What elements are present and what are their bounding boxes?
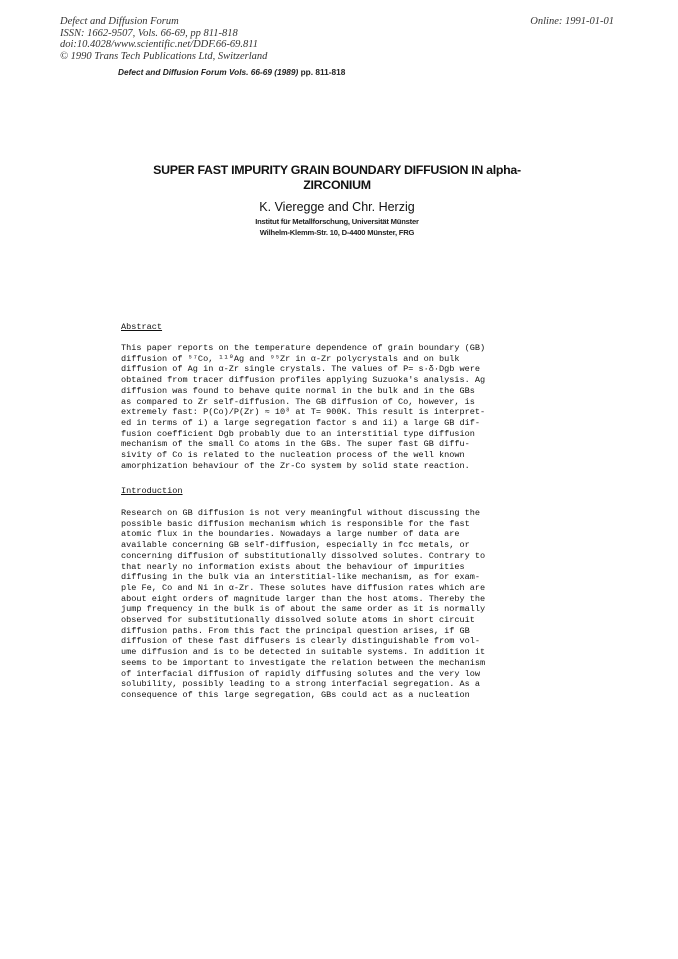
text-line: possible basic diffusion mechanism which is responsible for the fast	[121, 518, 470, 529]
text-line: ume diffusion and is to be detected in suitable systems. In addition it	[121, 647, 486, 658]
text-line: atomic flux in the boundaries. Nowadays a large number of data are	[121, 529, 460, 540]
text-line: diffusion of Ag in α-Zr single crystals. The values of P= s·δ·Dgb were	[121, 364, 481, 375]
text-line: fusion coefficient Dgb probably due to an interstitial type diffusion	[121, 428, 475, 439]
paper-title: SUPER FAST IMPURITY GRAIN BOUNDARY DIFFUSION IN alpha-ZIRCONIUM	[153, 163, 521, 192]
introduction-heading: Introduction	[121, 486, 183, 496]
affiliation-line: Institut für Metallforschung, Universität Münster	[255, 217, 419, 226]
text-line: solubility, possibly leading to a strong interfacial segregation. As a	[121, 679, 481, 690]
author-affiliation	[122, 216, 552, 238]
text-line: consequence of this large segregation, GBs could act as a nucleation	[121, 689, 470, 700]
text-line: diffusion was found to behave quite normal in the bulk and in the GBs	[121, 385, 475, 396]
text-line: amorphization behaviour of the Zr-Co system by solid state reaction.	[121, 460, 470, 471]
doi-link[interactable]: doi:10.4028/www.scientific.net/DDF.66-69.811	[60, 39, 259, 51]
text-line: as compared to Zr self-diffusion. The GB diffusion of Co, however, is	[121, 396, 475, 407]
issn-pages: ISSN: 1662-9507, Vols. 66-69, pp 811-818	[60, 27, 238, 39]
text-line: concerning diffusion of substitutionally dissolved solutes. Contrary to	[121, 550, 486, 561]
text-line: ed in terms of i) a large segregation factor s and ii) a large GB dif-	[121, 417, 481, 428]
text-line: sivity of Co is related to the nucleation process of the well known	[121, 450, 465, 461]
text-line: Research on GB diffusion is not very meaningful without discussing the	[121, 508, 481, 518]
text-line: diffusion of ⁵⁷Co, ¹¹⁰Ag and ⁹⁵Zr in α-Zr polycrystals and on bulk	[121, 353, 460, 364]
text-line: extremely fast: P(Co)/P(Zr) ≈ 10⁸ at T= 900K. This result is interpret-	[121, 407, 486, 418]
text-line: observed for substitutionally dissolved solute atoms in short circuit	[121, 615, 475, 626]
abstract-body	[121, 343, 561, 471]
affiliation-line: Wilhelm-Klemm-Str. 10, D-4400 Münster, FRG	[259, 228, 415, 237]
text-line: diffusion paths. From this fact the principal question arises, if GB	[121, 625, 470, 636]
online-date: Online: 1991-01-01	[530, 16, 614, 27]
text-line: seems to be important to investigate the relation between the mechanism	[121, 657, 486, 668]
text-line: This paper reports on the temperature dependence of grain boundary (GB)	[121, 343, 486, 353]
abstract-heading: Abstract	[121, 322, 163, 332]
text-line: ple Fe, Co and Ni in α-Zr. These solutes have diffusion rates which are	[121, 582, 486, 593]
text-line: available concerning GB self-diffusion, especially in fcc metals, or	[121, 540, 470, 551]
journal-citation-name: Defect and Diffusion Forum	[118, 67, 227, 77]
journal-citation-pages: pp. 811-818	[300, 67, 346, 77]
paper-authors: K. Vieregge and Chr. Herzig	[259, 200, 415, 214]
text-line: about eight orders of magnitude larger than the host atoms. Thereby the	[121, 593, 486, 604]
text-line: diffusion of these fast diffusers is clearly distinguishable from vol-	[121, 636, 481, 647]
text-line: of interfacial diffusion of rapidly diffusing solutes and the very low	[121, 668, 481, 679]
journal-citation-vols: Vols. 66-69 (1989)	[228, 67, 299, 77]
introduction-body	[121, 508, 561, 701]
copyright-notice: © 1990 Trans Tech Publications Ltd, Switzerland	[60, 50, 268, 62]
journal-name: Defect and Diffusion Forum	[60, 16, 179, 27]
text-line: diffusing in the bulk via an interstitial-like mechanism, as for exam-	[121, 572, 481, 583]
text-line: that nearly no information exists about the behaviour of impurities	[121, 561, 465, 572]
text-line: mechanism of the small Co atoms in the GBs. The super fast GB diffu-	[121, 439, 470, 450]
journal-citation-line	[118, 67, 345, 77]
text-line: obtained from tracer diffusion profiles applying Suzuoka's analysis. Ag	[121, 375, 486, 386]
text-line: jump frequency in the bulk is of about the same order as it is normally	[121, 604, 486, 615]
